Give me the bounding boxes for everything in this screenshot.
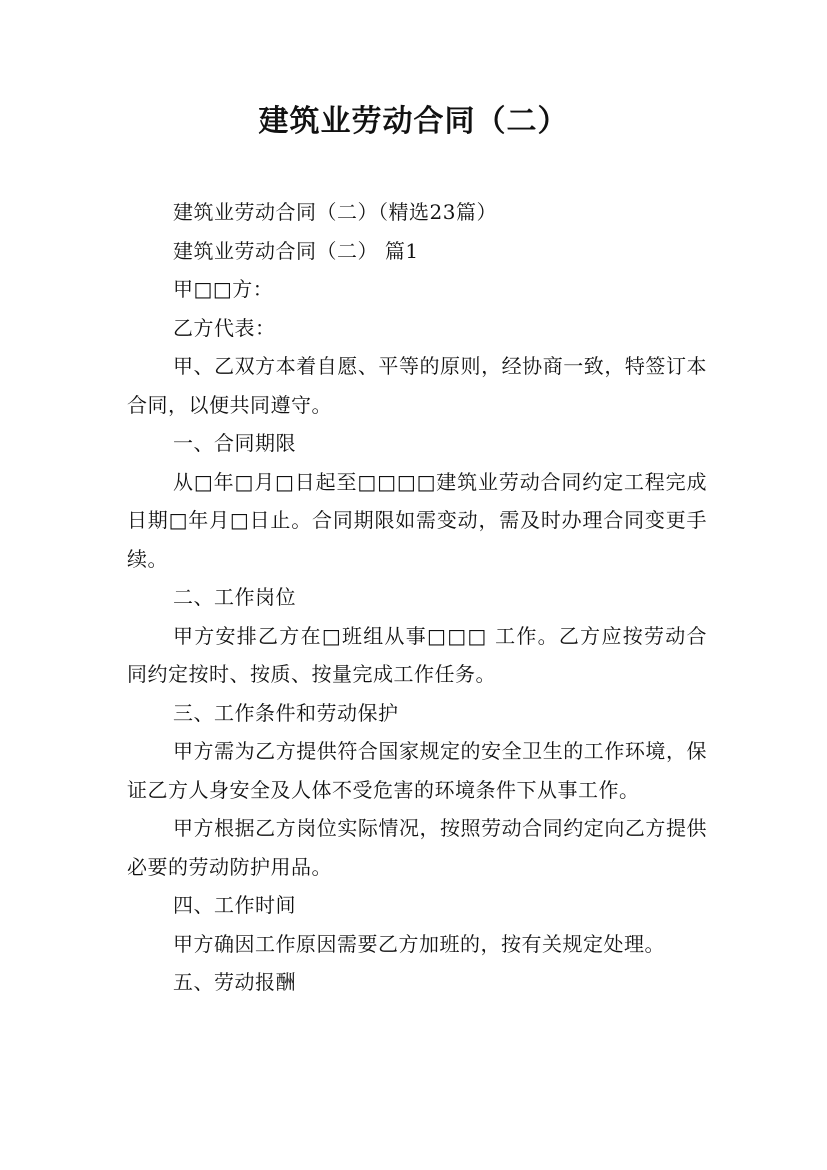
paragraph: 乙方代表： (173, 315, 276, 340)
paragraph: 建筑业劳动合同（二）（精选23篇） (173, 200, 497, 224)
section-heading: 五、劳动报酬 (173, 970, 296, 994)
paragraph: 从□年□月□日起至□□□□建筑业劳动合同约定工程完成日期□年月□日止。合同期限如需变动，需及时办理合同变更手续。 (127, 469, 707, 571)
paragraph: 甲方需为乙方提供符合国家规定的安全卫生的工作环境，保证乙方人身安全及人体不受危害的环境条件下从事工作。 (127, 739, 707, 802)
paragraph: 甲方根据乙方岗位实际情况，按照劳动合同约定向乙方提供必要的劳动防护用品。 (127, 816, 707, 879)
paragraph: 建筑业劳动合同（二） 篇1 (173, 238, 419, 263)
paragraph: 甲方确因工作原因需要乙方加班的，按有关规定处理。 (173, 931, 665, 956)
paragraph: 甲、乙双方本着自愿、平等的原则，经协商一致，特签订本合同，以便共同遵守。 (127, 354, 707, 417)
section-heading: 四、工作时间 (173, 893, 296, 917)
section-heading: 二、工作岗位 (173, 585, 296, 609)
paragraph: 甲□□方： (173, 277, 274, 301)
section-heading: 三、工作条件和劳动保护 (173, 700, 399, 725)
section-heading: 一、合同期限 (173, 431, 296, 455)
document-title: 建筑业劳动合同（二） (258, 104, 569, 139)
paragraph: 甲方安排乙方在□班组从事□□□ 工作。乙方应按劳动合同约定按时、按质、按量完成工作任务。 (127, 623, 707, 686)
document-body (127, 193, 707, 1002)
